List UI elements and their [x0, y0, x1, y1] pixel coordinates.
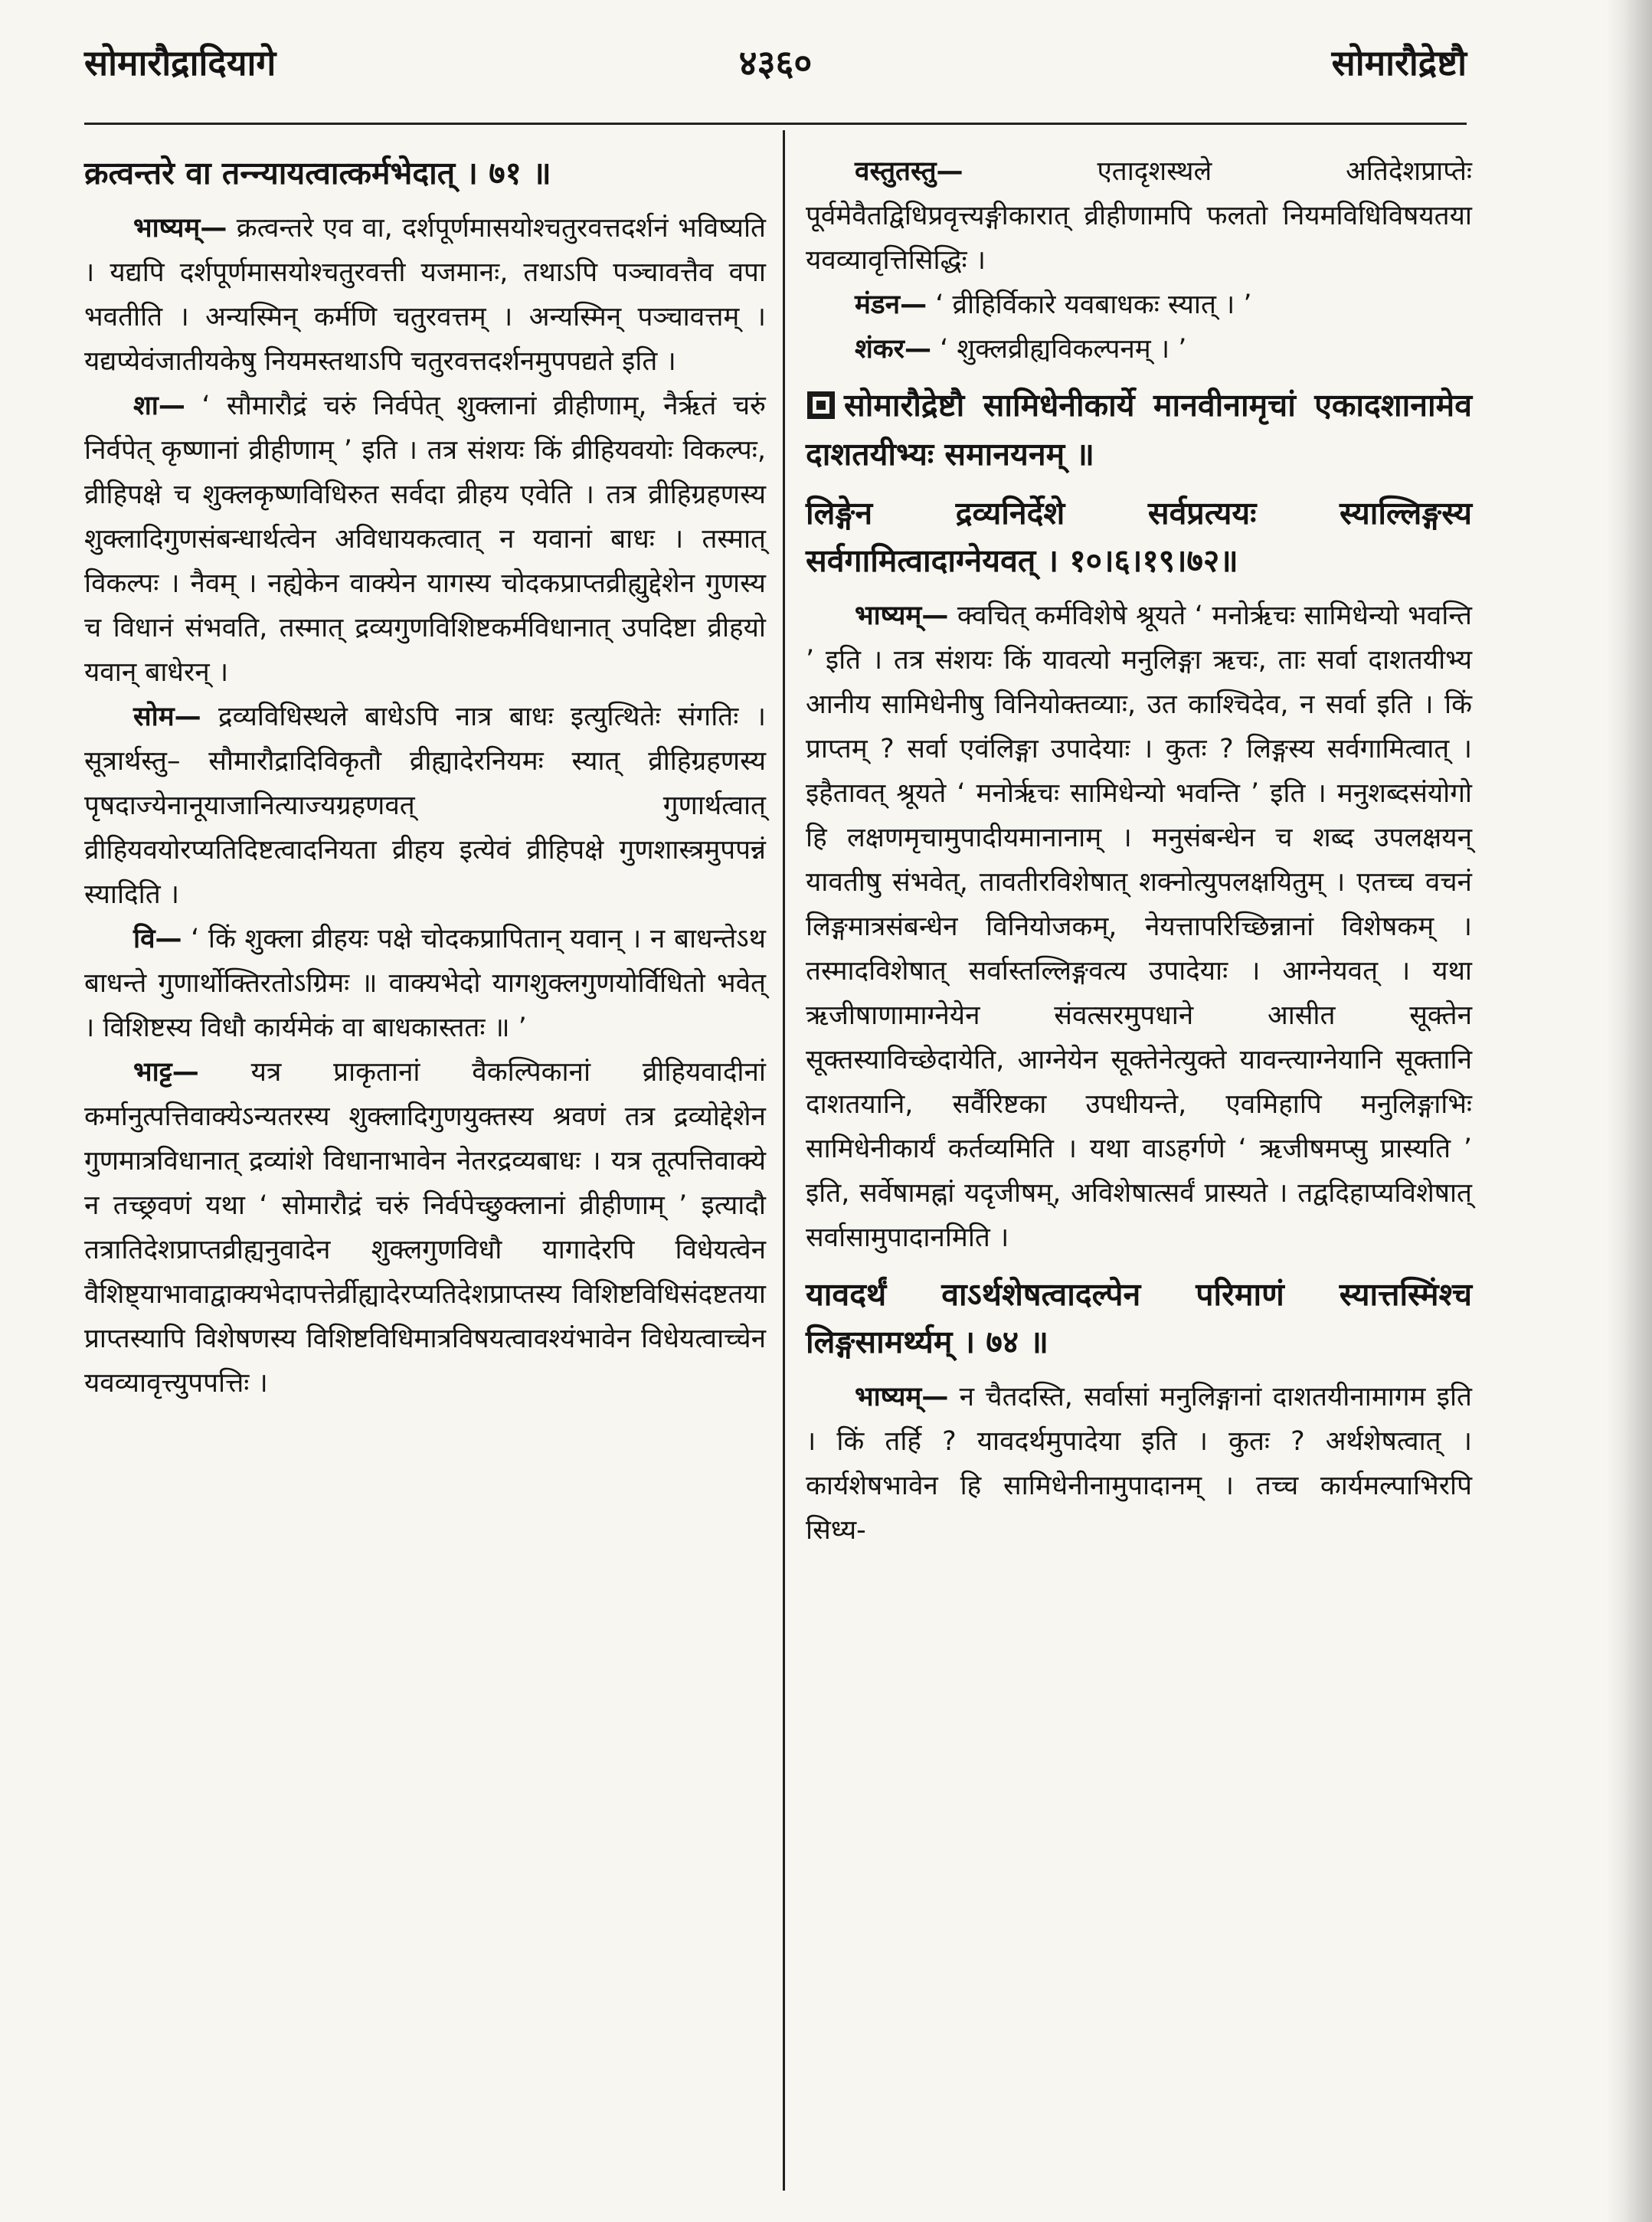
bhashya-paragraph: [806, 594, 1472, 1260]
paragraph-text: क्वचित् कर्मविशेषे श्रूयते ‘ मनोर्ऋचः सामिधेन्यो भवन्ति ’ इति । तत्र संशयः किं यावत्यो मनुलिङ्गा ऋचः, ताः सर्वा दाशतयीभ्य आनीय सामिधेनीषु विनियोक्तव्याः, उत काश्चिदेव, न सर्वा इति । किं प्राप्तम् ? सर्वा एवंलिङ्गा उपादेयाः । कुतः ? लिङ्गस्य सर्वगामित्वात् । इहैतावत् श्रूयते ‘ मनोर्ऋचः सामिधेन्यो भवन्ति ’ इति । मनुशब्दसंयोगो हि लक्षणमृचामुपादीयमानानाम् । मनुसंबन्धेन च शब्द उपलक्षयन् यावतीषु संभवेत्, तावतीरविशेषात् शक्नोत्युपलक्षयितुम् । एतच्च वचनं लिङ्गमात्रसंबन्धेन विनियोजकम्, नेयत्तापरिच्छिन्नानां विशेषकम् । तस्मादविशेषात् सर्वास्तल्लिङ्गवत्य उपादेयाः । आग्नेयवत् । यथा ऋजीषाणामाग्नेयेन संवत्सरमुपधाने आसीत सूक्तेन सूक्तस्याविच्छेदायेति, आग्नेयेन सूक्तेनेत्युक्ते यावन्त्याग्नेयानि सूक्तानि दाशतयानि, सर्वैरिष्टका उपधीयन्ते, एवमिहापि मनुलिङ्गाभिः सामिधेनीकार्यं कर्तव्यमिति । यथा वाऽहर्गणे ‘ ऋजीषमप्सु प्रास्यति ’ इति, सर्वेषामह्नां यदृजीषम्, अविशेषात्सर्वं प्रास्यते । तद्वदिहाप्यविशेषात् सर्वासामुपादानमिति ।: [806, 600, 1472, 1253]
commentary-label: भाष्यम्—: [855, 600, 949, 631]
commentary-label: शा—: [133, 391, 185, 421]
shankara-verse: [806, 327, 1472, 371]
section-mark-icon: [806, 390, 836, 421]
bhashya-paragraph: [806, 1375, 1472, 1553]
paragraph-text: न चैतदस्ति, सर्वासां मनुलिङ्गानां दाशतयीनामागम इति । किं तर्हि ? यावदर्थमुपादेया इति । कुतः ? अर्थशेषत्वात् । कार्यशेषभावेन हि सामिधेनीनामुपादानम् । तच्च कार्यमल्पाभिरपि सिध्य-: [806, 1382, 1472, 1546]
sutra-74: यावदर्थं वाऽर्थशेषत्वादल्पेन परिमाणं स्यात्तस्मिंश्च लिङ्गसामर्थ्यम् । ७४ ॥: [806, 1276, 1472, 1360]
paragraph-text: ‘ शुक्लव्रीह्यविकल्पनम् । ’: [940, 334, 1187, 365]
scan-edge-shadow: [1606, 0, 1652, 2222]
sutra-71: क्रत्वन्तरे वा तन्न्यायत्वात्कर्मभेदात् । ७१ ॥: [84, 155, 551, 191]
commentary-label: भाष्यम्—: [133, 213, 227, 244]
vivarana-paragraph: [84, 917, 766, 1050]
running-head-left: सोमारौद्रादियागे: [84, 42, 276, 83]
commentary-label: मंडन—: [855, 290, 927, 320]
shastradipika-paragraph: [84, 384, 766, 695]
mandana-verse: [806, 283, 1472, 327]
column-divider: [783, 130, 785, 2191]
paragraph-text: ‘ सौमारौद्रं चरुं निर्वपेत् शुक्लानां व्रीहीणाम्, नैर्ऋतं चरुं निर्वपेत् कृष्णानां व्रीहीणाम् ’ इति । तत्र संशयः किं व्रीहियवयोः विकल्पः, व्रीहिपक्षे च शुक्लकृष्णविधिरुत सर्वदा व्रीहय एवेति । तत्र व्रीहिग्रहणस्य शुक्लादिगुणसंबन्धार्थत्वेन अविधायकत्वात् न यवानां बाधः । तस्मात् विकल्पः । नैवम् । नह्येकेन वाक्येन यागस्य चोदकप्राप्तव्रीह्युद्देशेन गुणस्य च विधानं संभवति, तस्मात् द्रव्यगुणविशिष्टकर्मविधानात् उपदिष्टा व्रीहयो यवान् बाधेरन् ।: [84, 391, 766, 688]
commentary-label: भाट्ट—: [133, 1057, 199, 1088]
vastutastu-paragraph: [806, 149, 1472, 283]
commentary-label: भाष्यम्—: [855, 1382, 949, 1412]
paragraph-text: क्रत्वन्तरे एव वा, दर्शपूर्णमासयोश्चतुरवत्तदर्शनं भविष्यति । यद्यपि दर्शपूर्णमासयोश्चतुरवत्ती यजमानः, तथाऽपि पञ्चावत्तैव वपा भवतीति । अन्यस्मिन् कर्मणि चतुरवत्तम् । अन्यस्मिन् पञ्चावत्तम् । यद्यप्येवंजातीयकेषु नियमस्तथाऽपि चतुरवत्तदर्शनमुपपद्यते इति ।: [84, 213, 766, 377]
left-column: [84, 149, 766, 1406]
commentary-label: वस्तुतस्तु—: [855, 156, 963, 187]
paragraph-text: द्रव्यविधिस्थले बाधेऽपि नात्र बाधः इत्युत्थितेः संगतिः । सूत्रार्थस्तु– सौमारौद्रादिविकृतौ व्रीह्यादेरनियमः स्यात् व्रीहिग्रहणस्य पृषदाज्येनानूयाजानित्याज्यग्रहणवत् गुणार्थत्वात् व्रीहियवयोरप्यतिदिष्टत्वादनियता व्रीहय इत्येवं व्रीहिपक्षे गुणशास्त्रमुपपन्नं स्यादिति ।: [84, 702, 766, 910]
header-rule: [84, 123, 1467, 125]
bhatta-paragraph: [84, 1050, 766, 1406]
paragraph-text: ‘ किं शुक्ला व्रीहयः पक्षे चोदकप्रापितान् यवान् । न बाधन्तेऽथ बाधन्ते गुणार्थोक्तिरतोऽग्रिमः ॥ वाक्यभेदो यागशुक्लगुणयोर्विधितो भवेत् । विशिष्टस्य विधौ कार्यमेकं वा बाधकास्ततः ॥ ’: [84, 924, 766, 1043]
adhikarana-heading: [806, 381, 1472, 479]
right-column: [806, 149, 1472, 1553]
commentary-label: शंकर—: [855, 334, 931, 365]
sutra-72: लिङ्गेन द्रव्यनिर्देशे सर्वप्रत्ययः स्याल्लिङ्गस्य सर्वगामित्वादाग्नेयवत् । १०।६।१९।७२॥: [806, 495, 1472, 579]
paragraph-text: यत्र प्राकृतानां वैकल्पिकानां व्रीहियवादीनां कर्मानुत्पत्तिवाक्येऽन्यतरस्य शुक्लादिगुणयुक्तस्य श्रवणं तत्र द्रव्योद्देशेन गुणमात्रविधानात् द्रव्यांशे विधानाभावेन नेतरद्रव्यबाधः । यत्र तूत्पत्तिवाक्ये न तच्छ्रवणं यथा ‘ सोमारौद्रं चरुं निर्वपेच्छुक्लानां व्रीहीणाम् ’ इत्यादौ तत्रातिदेशप्राप्तव्रीह्यनुवादेन शुक्लगुणविधौ यागादेरपि विधेयत्वेन वैशिष्ट्याभावाद्वाक्यभेदापत्तेर्व्रीह्यादेरप्यतिदेशप्राप्तस्य विशिष्टविधिसंदष्टतया प्राप्तस्यापि विशेषणस्य विशिष्टविधिमात्रविषयत्वावश्यंभावेन विधेयत्वाच्चेन यवव्यावृत्त्युपपत्तिः ।: [84, 1057, 766, 1399]
bhashya-paragraph: [84, 206, 766, 384]
page-number: ४३६०: [738, 42, 813, 83]
somanatha-paragraph: [84, 695, 766, 917]
commentary-label: सोम—: [133, 702, 201, 732]
paragraph-text: ‘ व्रीहिर्विकारे यवबाधकः स्यात् । ’: [935, 290, 1252, 320]
adhikarana-title: सोमारौद्रेष्टौ सामिधेनीकार्ये मानवीनामृचां एकादशानामेव दाशतयीभ्यः समानयनम् ॥: [806, 387, 1472, 473]
page-header: [84, 31, 1467, 107]
paragraph-text: एतादृशस्थले अतिदेशप्राप्तेः पूर्वमेवैतद्विधिप्रवृत्त्यङ्गीकारात् व्रीहीणामपि फलतो नियमविधिविषयतया यवव्यावृत्तिसिद्धिः ।: [806, 156, 1472, 276]
commentary-label: वि—: [133, 924, 182, 954]
running-head-right: सोमारौद्रेष्टौ: [1331, 42, 1467, 83]
